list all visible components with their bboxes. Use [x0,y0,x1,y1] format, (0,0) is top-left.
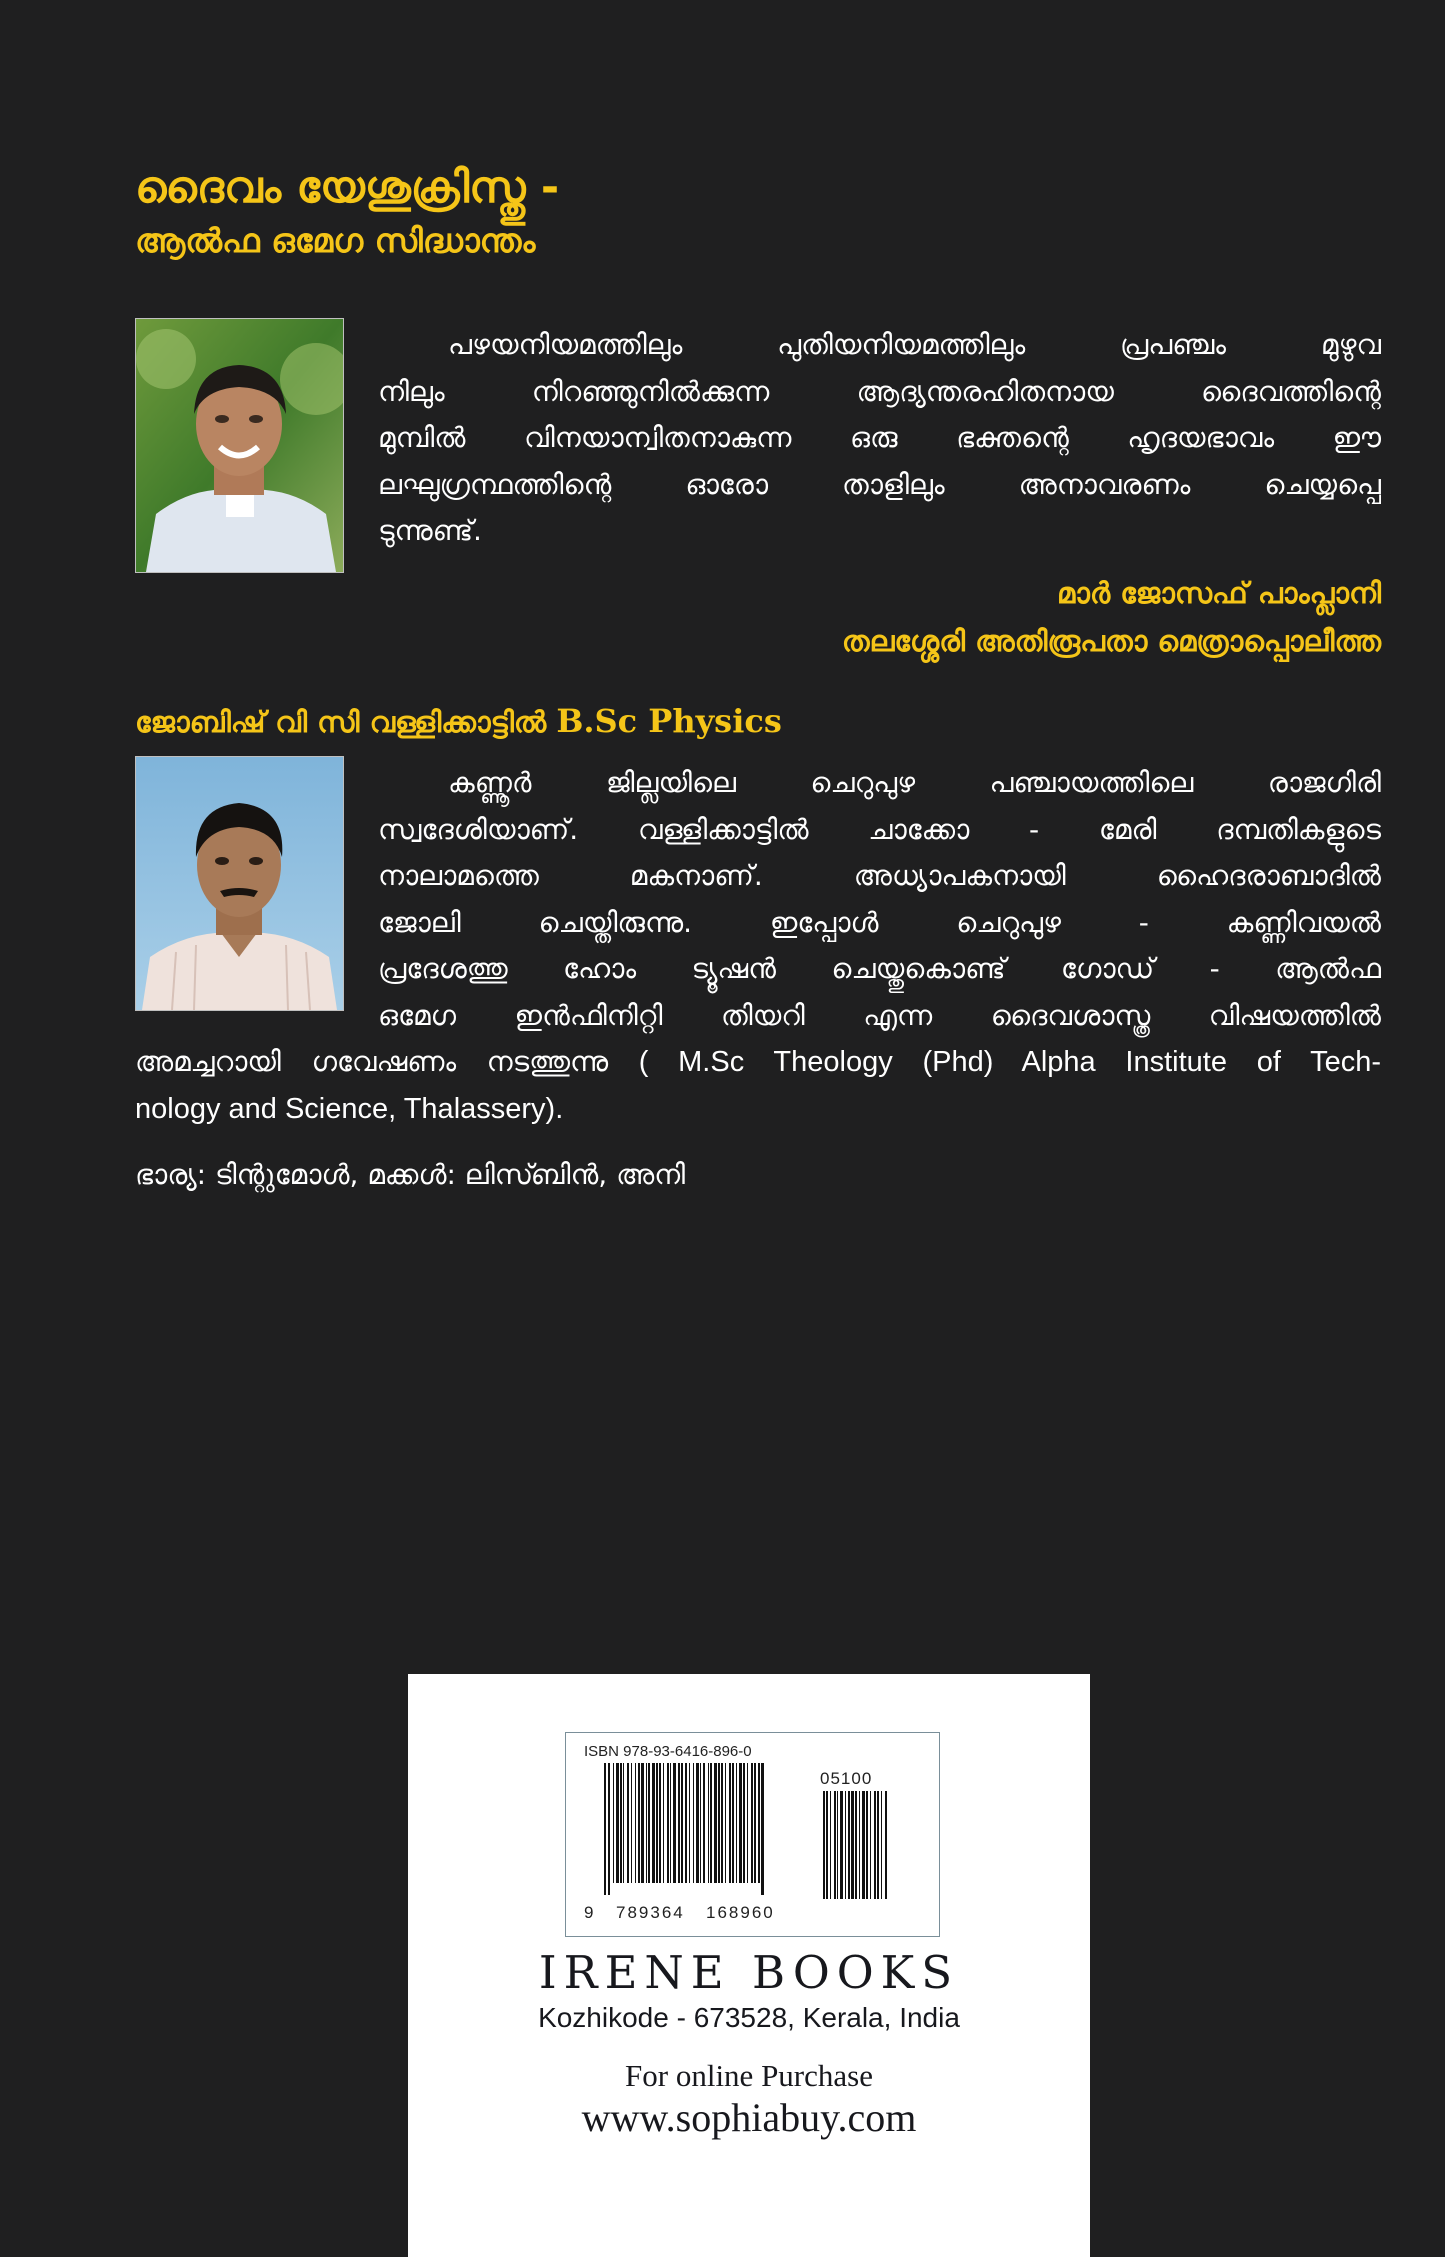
isbn-barcode-box [565,1732,940,1937]
barcode-bar [837,1791,838,1899]
barcode-bar [678,1763,680,1883]
barcode-bar [855,1791,857,1899]
barcode-bar [751,1763,753,1883]
barcode-bar [739,1763,742,1883]
bio-tail-malayalam: അമച്ചറായി ഗവേഷണം നടത്തുന്നു [135,1045,609,1078]
title-line-1: ദൈവം യേശുക്രിസ്തു - [135,162,560,213]
barcode-bar [708,1763,709,1883]
barcode-bar [761,1763,764,1895]
barcode-bar [641,1763,644,1883]
barcode-bar [721,1763,723,1883]
bio-tail-english-2: nology and Science, Thalassery). [135,1092,564,1125]
barcode-bar [652,1763,655,1883]
barcode-bar [732,1763,734,1883]
foreword-signature-name: മാർ ജോസഫ് പാംപ്ലാനി [1056,576,1381,610]
foreword-author-photo [135,318,344,573]
barcode-bar [718,1763,720,1883]
barcode-bar [616,1763,619,1883]
barcode-bar [874,1791,876,1899]
online-purchase-label: For online Purchase [625,2058,873,2093]
author-photo [135,756,344,1011]
isbn-number: ISBN 978-93-6416-896-0 [584,1743,752,1760]
bio-line: കണ്ണൂർ ജില്ലയിലെ ചെറുപുഴ പഞ്ചായത്തിലെ രാജഗിരി [448,766,1381,799]
barcode-bar [736,1763,737,1883]
barcode-bar [663,1763,664,1883]
barcode-bar [623,1763,624,1883]
barcode-bar [714,1763,717,1883]
barcode-bar [862,1791,865,1899]
barcode-lead-digit: 9 [584,1903,594,1922]
barcode-bar [870,1791,871,1899]
barcode-bar [881,1791,882,1899]
foreword-line: മുമ്പിൽ വിനയാന്വിതനാകുന്ന ഒരു ഭക്തന്റെ ഹൃദയഭാവം ഈ [378,421,1381,454]
barcode-bar [673,1763,676,1883]
barcode-bar [851,1791,854,1899]
barcode-bar [638,1763,640,1883]
bio-line: നാലാമത്തെ മകനാണ്. അധ്യാപകനായി ഹൈദരാബാദിൽ [378,859,1381,892]
foreword-line: പഴയനിയമത്തിലും പുതിയനിയമത്തിലും പ്രപഞ്ചം മുഴുവ [448,328,1381,361]
author-bio-paragraph [378,760,1381,1039]
author-name: ജോബിഷ് വി സി വള്ളിക്കാട്ടിൽ [135,705,547,739]
foreword-line: ലഘുഗ്രന്ഥത്തിന്റെ ഓരോ താളിലും അനാവരണം ചെയ്യപ്പെ [378,467,1381,501]
website-url[interactable]: www.sophiabuy.com [581,2095,917,2140]
barcode-bar [729,1763,731,1883]
barcode-bar [877,1791,879,1899]
price-code: 05100 [820,1769,873,1788]
barcode-bar [725,1763,726,1883]
barcode-digits-group2: 168960 [706,1903,775,1922]
book-title [135,160,1315,264]
barcode-bar [608,1763,610,1895]
barcode-icon [604,1763,814,1903]
bio-line: ജോലി ചെയ്തിരുന്നു. ഇപ്പോൾ ചെറുപുഴ - കണ്ണിവയൽ [378,905,1381,939]
bio-tail-english-1: ( M.Sc Theology (Phd) Alpha Institute of Tech- [638,1046,1381,1078]
barcode-bar [747,1763,748,1883]
barcode-bar [710,1763,712,1883]
title-line-2: ആൽഫ ഒമേഗ സിദ്ധാന്തം [135,221,536,260]
foreword-signature-title: തലശ്ശേരി അതിരൂപതാ മെത്രാപ്പൊലീത്ത [841,624,1381,658]
barcode-bar [823,1791,825,1899]
barcode-bar [656,1763,658,1883]
addon-barcode-icon [823,1791,923,1903]
author-heading [135,698,782,745]
barcode-bar [646,1763,647,1883]
barcode-bar [866,1791,868,1899]
barcode-bar [667,1763,669,1883]
barcode-bar [696,1763,699,1883]
barcode-bar [834,1791,836,1899]
barcode-bar [743,1763,745,1883]
barcode-bar [700,1763,701,1883]
barcode-bar [859,1791,860,1899]
barcode-bar [848,1791,850,1899]
author-family: ഭാര്യ: ടിന്റുമോൾ, മക്കൾ: ലിസ്ബിൻ, അനി [135,1158,686,1191]
barcode-bar [826,1791,828,1899]
barcode-bar [758,1763,760,1883]
barcode-bar [689,1763,690,1883]
barcode-bar [670,1763,671,1883]
barcode-bar [703,1763,705,1883]
foreword-line: നിലും നിറഞ്ഞുനിൽക്കുന്ന ആദ്യന്തരഹിതനായ ദൈവത്തിന്റെ [378,374,1381,408]
barcode-bar [845,1791,846,1899]
publisher-name: IRENE BOOKS [538,1946,960,1999]
barcode-bar [754,1763,756,1883]
publisher-address: Kozhikode - 673528, Kerala, India [538,2002,960,2033]
publisher-panel [408,1674,1090,2257]
author-degree: B.Sc Physics [556,702,782,740]
bio-line: ഒമേഗ ഇൻഫിനിറ്റി തിയറി എന്ന ദൈവശാസ്ത്ര വിഷയത്തിൽ [378,998,1381,1032]
bio-line: സ്വദേശിയാണ്. വള്ളിക്കാട്ടിൽ ചാക്കോ - മേരി ദമ്പതികളുടെ [378,812,1381,846]
barcode-bar [631,1763,632,1883]
barcode-digits-group1: 789364 [616,1903,685,1922]
foreword-line: ടുന്നുണ്ട്. [378,514,482,547]
barcode-bar [830,1791,831,1899]
barcode-bar [659,1763,661,1883]
barcode-bar [693,1763,694,1883]
author-bio-continuation [135,1039,1381,1132]
barcode-bar [681,1763,683,1883]
barcode-bar [620,1763,622,1883]
foreword-paragraph [378,322,1381,555]
barcode-bar [885,1791,887,1899]
barcode-bar [604,1763,606,1895]
barcode-bar [648,1763,650,1883]
barcode-bar [613,1763,614,1883]
barcode-bar [840,1791,843,1899]
barcode-bar [685,1763,687,1883]
barcode-bar [635,1763,636,1883]
barcode-bar [627,1763,629,1883]
bio-line: പ്രദേശത്തു ഹോം ട്യൂഷൻ ചെയ്തുകൊണ്ട് ഗോഡ് - ആൽഫ [378,952,1381,985]
